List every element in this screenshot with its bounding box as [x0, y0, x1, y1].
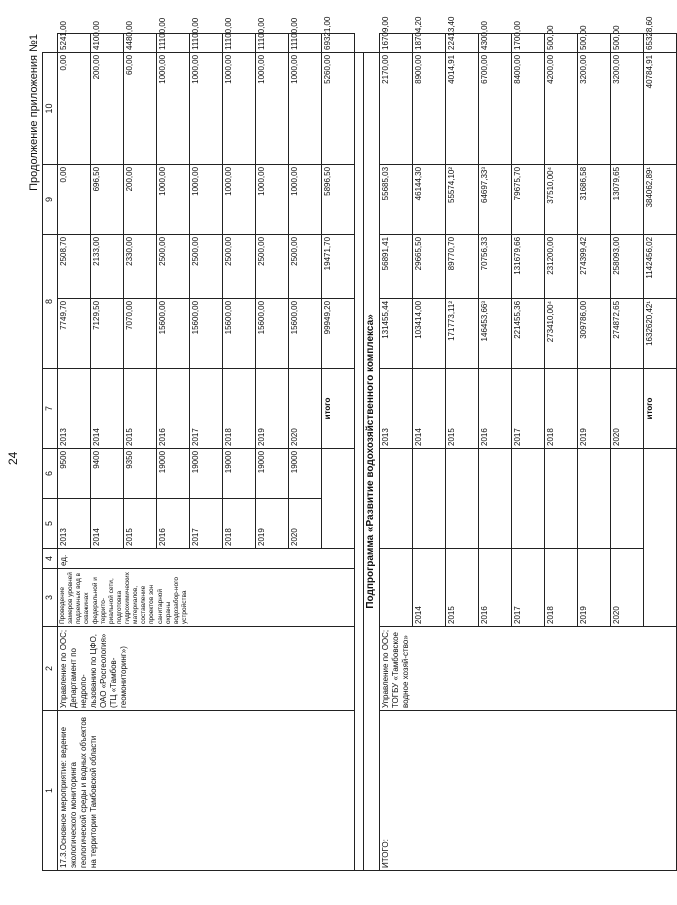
empty-cell [445, 448, 478, 548]
target-year: 2019 [256, 498, 289, 548]
column-number: 6 [43, 448, 58, 498]
finance-total: 15600,00 [190, 298, 223, 368]
finance-other: 4100,00 [91, 34, 124, 53]
finance-year: 2019 [577, 368, 610, 448]
target-value: 19000 [157, 448, 190, 498]
executor: Управление по ООС; ТОГБУ «Тамбовское водное хозяй-ство» [379, 627, 676, 711]
finance-total: 1632620,42¹ [643, 298, 676, 368]
subprogram-title: Подпрограмма «Развитие водохозяйственного комплекса» [364, 52, 380, 870]
finance-other: 16709,00 [379, 34, 412, 53]
finance-total: 146453,66³ [478, 298, 511, 368]
finance-local: 60,00 [124, 52, 157, 164]
target-year: 2014 [91, 498, 124, 548]
target-value: 9500 [58, 448, 91, 498]
target-year: 2018 [223, 498, 256, 548]
year-cell: 2014 [412, 549, 445, 627]
finance-total: 274872,65 [610, 298, 643, 368]
finance-regional: 384062,89¹ [643, 164, 676, 234]
continuation-note: Продолжение приложения №1 [28, 34, 40, 191]
finance-other: 500,00 [610, 34, 643, 53]
target-value: 19000 [190, 448, 223, 498]
finance-federal: 29665,50 [412, 234, 445, 298]
finance-federal: 2330,00 [124, 234, 157, 298]
table-row [379, 34, 412, 871]
finance-federal: 89770,70 [445, 234, 478, 298]
total-label: итого [643, 368, 676, 448]
year-cell: 2020 [610, 549, 643, 627]
finance-total: 273410,00⁴ [544, 298, 577, 368]
finance-total: 7070,00 [124, 298, 157, 368]
finance-federal: 274399,42 [577, 234, 610, 298]
target-value: 9400 [91, 448, 124, 498]
column-number: 8 [43, 234, 58, 368]
finance-regional: 1000,00 [289, 164, 322, 234]
target-value: 9350 [124, 448, 157, 498]
budget-table [42, 16, 677, 871]
finance-local: 1000,00 [190, 52, 223, 164]
finance-other: 11100,00 [289, 34, 322, 53]
finance-local: 1000,00 [223, 52, 256, 164]
finance-total: 7749,70 [58, 298, 91, 368]
finance-local: 40784,91 [643, 52, 676, 164]
target-year: 2020 [289, 498, 322, 548]
finance-year: 2014 [412, 368, 445, 448]
finance-year: 2018 [223, 368, 256, 448]
finance-year: 2013 [379, 368, 412, 448]
empty-cell [610, 448, 643, 548]
finance-regional: 0,00 [58, 164, 91, 234]
finance-other: 11100,00 [256, 34, 289, 53]
finance-year: 2015 [124, 368, 157, 448]
finance-year: 2015 [445, 368, 478, 448]
finance-other: 1700,00 [511, 34, 544, 53]
target-value: 19000 [223, 448, 256, 498]
empty-cell [643, 448, 676, 626]
finance-federal: 56891,41 [379, 234, 412, 298]
finance-year: 2020 [289, 368, 322, 448]
finance-other: 11100,00 [223, 34, 256, 53]
finance-total: 171773,11² [445, 298, 478, 368]
finance-regional: 55574,10² [445, 164, 478, 234]
finance-total: 15600,00 [223, 298, 256, 368]
column-number: 1 [43, 711, 58, 871]
column-number: 3 [43, 569, 58, 627]
finance-regional: 46144,30 [412, 164, 445, 234]
finance-local: 5260,00 [322, 52, 355, 164]
empty-cell [511, 448, 544, 548]
year-cell: 2018 [544, 549, 577, 627]
finance-local: 3200,00 [577, 52, 610, 164]
finance-federal: 2500,00 [223, 234, 256, 298]
measure-name: 17.3.Основное мероприятие: ведение экологического мониторинга геологической среды и водных объектов на территории Тамбовской области [58, 711, 355, 871]
finance-year: 2017 [511, 368, 544, 448]
finance-regional: 64697,33³ [478, 164, 511, 234]
finance-total: 221455,36 [511, 298, 544, 368]
finance-federal: 258093,00 [610, 234, 643, 298]
unit: ед. [58, 549, 355, 569]
finance-year: 2018 [544, 368, 577, 448]
finance-regional: 13079,65 [610, 164, 643, 234]
finance-other: 4300,00 [478, 34, 511, 53]
finance-federal: 2500,00 [157, 234, 190, 298]
finance-total: 15600,00 [289, 298, 322, 368]
finance-other: 65328,60 [643, 34, 676, 53]
finance-year: 2016 [478, 368, 511, 448]
finance-total: 15600,00 [256, 298, 289, 368]
indicator: Проведение замеров уровней подземных вод в скважинах федеральной и террито-риальной сети, подготовка гидрохимических материалов, составление проектов зон санитарной охраны водозабор-ного устройства [58, 569, 355, 627]
finance-federal: 2133,00 [91, 234, 124, 298]
finance-local: 1000,00 [289, 52, 322, 164]
column-number: 2 [43, 627, 58, 711]
finance-total: 7129,50 [91, 298, 124, 368]
finance-local: 4014,91 [445, 52, 478, 164]
target-value: 19000 [256, 448, 289, 498]
empty-cell [478, 448, 511, 548]
finance-total: 103414,00 [412, 298, 445, 368]
empty-cell [379, 549, 412, 627]
total-label: ИТОГО: [379, 711, 676, 871]
finance-total: 99949,20 [322, 298, 355, 368]
finance-federal: 2500,00 [190, 234, 223, 298]
empty-cell [322, 448, 355, 548]
finance-regional: 200,00 [124, 164, 157, 234]
finance-other: 11100,00 [190, 34, 223, 53]
finance-regional: 5896,50 [322, 164, 355, 234]
finance-federal: 1142456,02 [643, 234, 676, 298]
finance-year: 2017 [190, 368, 223, 448]
finance-total: 131455,44 [379, 298, 412, 368]
finance-other: 69321,00 [322, 34, 355, 53]
column-number: 4 [43, 549, 58, 569]
finance-other: 500,00 [544, 34, 577, 53]
finance-year: 2013 [58, 368, 91, 448]
finance-federal: 2500,00 [289, 234, 322, 298]
finance-other: 500,00 [577, 34, 610, 53]
finance-local: 4200,00 [544, 52, 577, 164]
finance-total: 15600,00 [157, 298, 190, 368]
spacer-cell [355, 52, 364, 870]
finance-local: 2170,00 [379, 52, 412, 164]
table-row [58, 34, 91, 871]
year-cell: 2017 [511, 549, 544, 627]
target-year: 2017 [190, 498, 223, 548]
finance-federal: 2500,00 [256, 234, 289, 298]
finance-federal: 2508,70 [58, 234, 91, 298]
total-label: итого [322, 368, 355, 448]
year-cell: 2016 [478, 549, 511, 627]
finance-local: 0,00 [58, 52, 91, 164]
executor: Управление по ООС; Департамент по недропо- льзованию по ЦФО, ОАО «Росгеология» (ТЦ «Тамбов- геомониторинг») [58, 627, 355, 711]
finance-regional: 37510,00⁴ [544, 164, 577, 234]
finance-year: 2020 [610, 368, 643, 448]
column-number: 7 [43, 368, 58, 448]
finance-local: 200,00 [91, 52, 124, 164]
finance-year: 2014 [91, 368, 124, 448]
empty-cell [544, 448, 577, 548]
target-year: 2015 [124, 498, 157, 548]
finance-regional: 1000,00 [223, 164, 256, 234]
finance-other: 5241,00 [58, 34, 91, 53]
page-number: 24 [6, 451, 20, 465]
finance-regional: 696,50 [91, 164, 124, 234]
finance-regional: 55685,03 [379, 164, 412, 234]
finance-local: 3200,00 [610, 52, 643, 164]
finance-federal: 231200,00 [544, 234, 577, 298]
finance-regional: 79675,70 [511, 164, 544, 234]
finance-regional: 31686,58 [577, 164, 610, 234]
finance-other: 11100,00 [157, 34, 190, 53]
finance-local: 8400,00 [511, 52, 544, 164]
finance-other: 22413,40 [445, 34, 478, 53]
finance-local: 1000,00 [157, 52, 190, 164]
finance-local: 1000,00 [256, 52, 289, 164]
finance-regional: 1000,00 [256, 164, 289, 234]
finance-local: 6700,00 [478, 52, 511, 164]
finance-total: 309786,00 [577, 298, 610, 368]
finance-other: 18704,20 [412, 34, 445, 53]
column-number: 10 [43, 52, 58, 164]
column-number: 9 [43, 164, 58, 234]
year-cell: 2015 [445, 549, 478, 627]
column-number-row [43, 34, 58, 871]
finance-federal: 70756,33 [478, 234, 511, 298]
finance-regional: 1000,00 [157, 164, 190, 234]
column-number: 5 [43, 498, 58, 548]
subprogram-title-row [364, 34, 380, 871]
finance-local: 8900,00 [412, 52, 445, 164]
target-year: 2016 [157, 498, 190, 548]
empty-cell [412, 448, 445, 548]
spacer-row [355, 34, 364, 871]
target-value: 19000 [289, 448, 322, 498]
finance-regional: 1000,00 [190, 164, 223, 234]
empty-cell [379, 448, 412, 548]
target-year: 2013 [58, 498, 91, 548]
finance-year: 2016 [157, 368, 190, 448]
empty-cell [577, 448, 610, 548]
finance-year: 2019 [256, 368, 289, 448]
finance-other: 4480,00 [124, 34, 157, 53]
finance-federal: 19471,70 [322, 234, 355, 298]
year-cell: 2019 [577, 549, 610, 627]
finance-federal: 131679,66 [511, 234, 544, 298]
